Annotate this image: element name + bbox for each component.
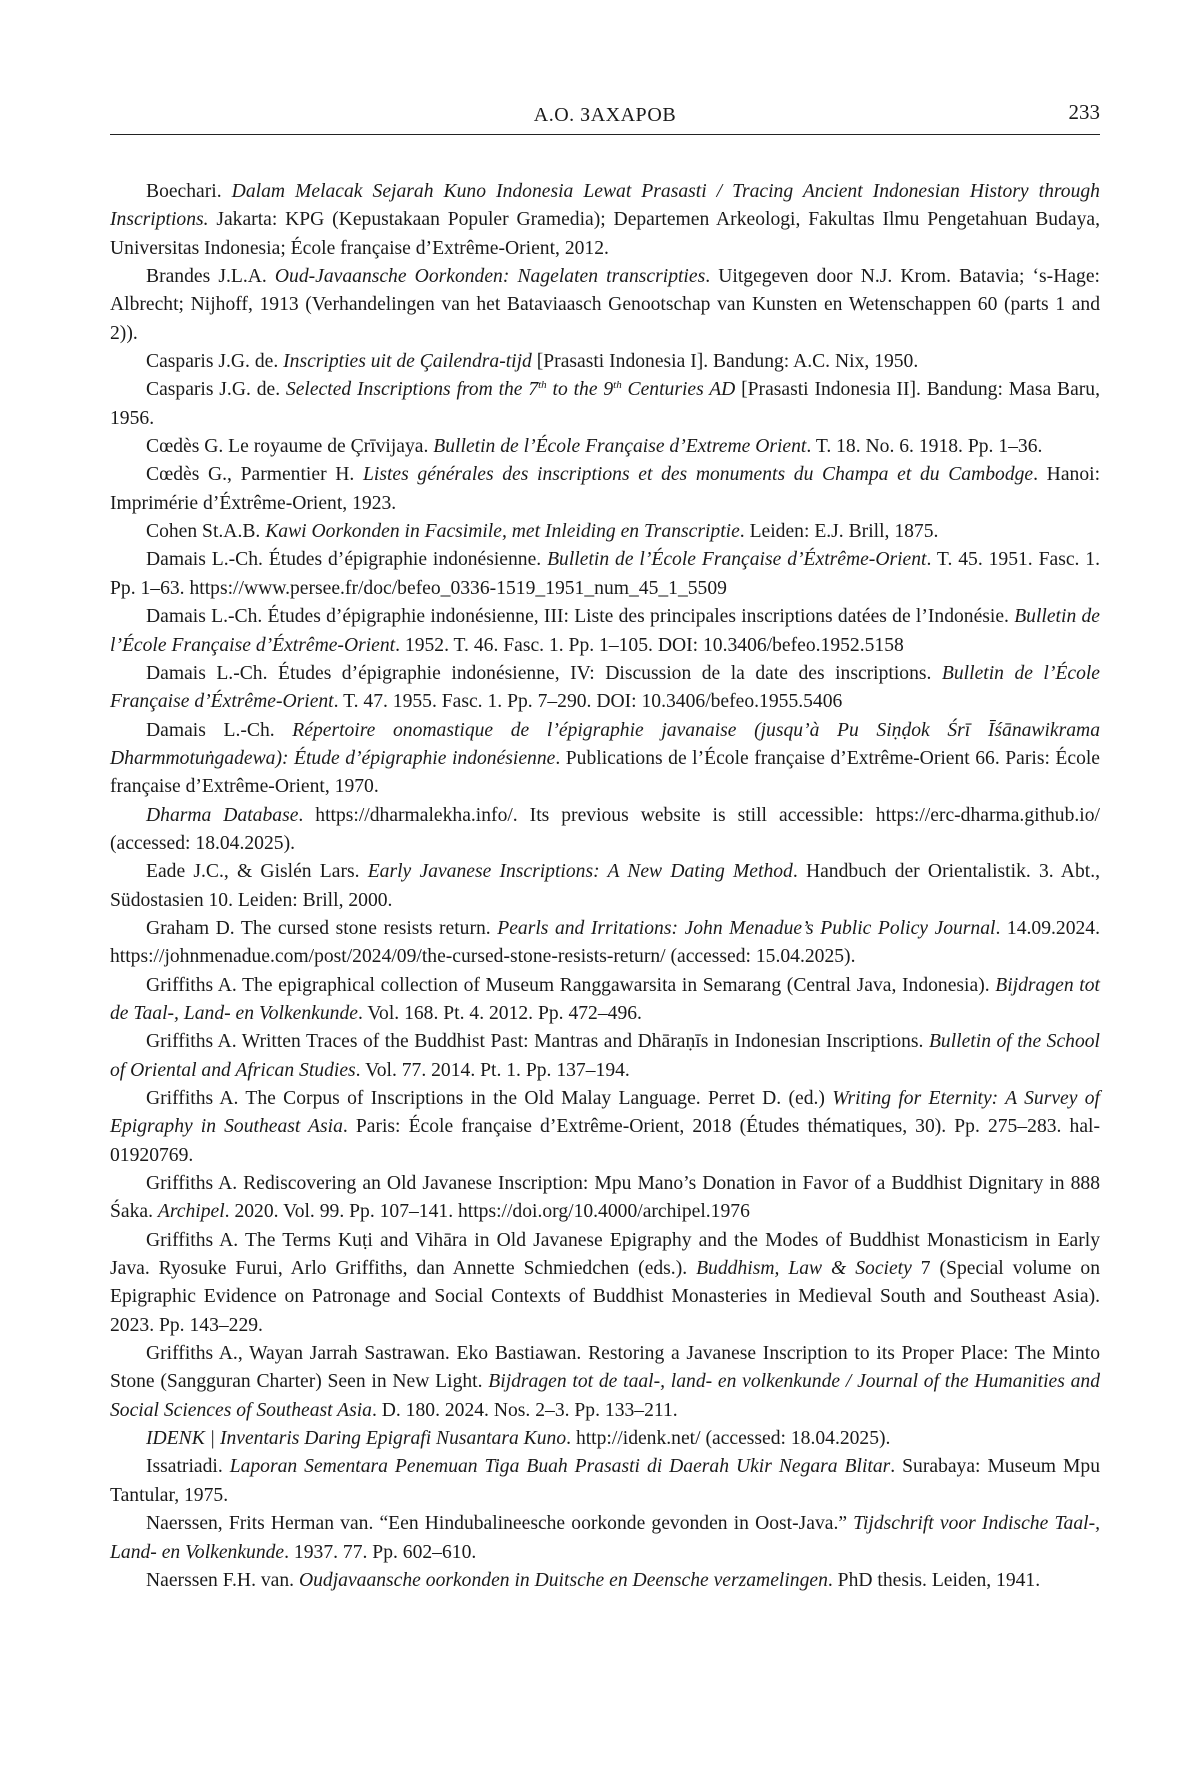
reference-list xyxy=(110,178,1100,1595)
reference-entry xyxy=(110,433,1100,461)
reference-entry xyxy=(110,518,1100,546)
reference-entry xyxy=(110,603,1100,660)
reference-italic-text: Tijdschrift voor Indische Taal-, Land- en Volkenkunde xyxy=(110,1513,1100,1562)
reference-text: [Prasasti Indonesia II]. Bandung: Masa Baru, 1956. xyxy=(110,379,1100,428)
reference-text: . Publications de l’École française d’Extrême-Orient 66. Paris: École française d’Extrême-Orient, 1970. xyxy=(110,748,1100,797)
reference-entry xyxy=(110,263,1100,348)
reference-entry xyxy=(110,1340,1100,1425)
reference-text: 7 (Special volume on Epigraphic Evidence on Patronage and Social Contexts of Buddhist Monasteries in Medieval South and Southeast Asia). 2023. Pp. 143–229. xyxy=(110,1258,1100,1336)
reference-entry xyxy=(110,1170,1100,1227)
reference-entry xyxy=(110,546,1100,603)
reference-italic-text: Répertoire onomastique de l’épigraphie javanaise (jusqu’à Pu Siṇḍok Śrī Īśānawikrama Dharmmotuṅgadewa): Étude d’épigraphie indonésienne xyxy=(110,720,1100,769)
reference-italic-text: to the 9 xyxy=(547,379,613,400)
reference-text: . Surabaya: Museum Mpu Tantular, 1975. xyxy=(110,1456,1100,1505)
reference-text: Casparis J.G. de. xyxy=(146,379,286,400)
reference-text: Casparis J.G. de. xyxy=(146,351,283,372)
reference-text: . D. 180. 2024. Nos. 2–3. Pp. 133–211. xyxy=(372,1400,678,1421)
reference-text: [Prasasti Indonesia I]. Bandung: A.C. Nix, 1950. xyxy=(532,351,918,372)
reference-text: . Hanoi: Imprimérie d’Éxtrême-Orient, 1923. xyxy=(110,464,1100,513)
reference-text: Naerssen, Frits Herman van. “Een Hindubalineesche oorkonde gevonden in Oost-Java.” xyxy=(146,1513,853,1534)
reference-entry xyxy=(110,1510,1100,1567)
reference-text: . T. 47. 1955. Fasc. 1. Pp. 7–290. DOI: 10.3406/befeo.1955.5406 xyxy=(334,691,843,712)
reference-entry xyxy=(110,1085,1100,1170)
reference-italic-text: Writing for Eternity: A Survey of Epigraphy in Southeast Asia xyxy=(110,1088,1100,1137)
reference-italic-text: Centuries AD xyxy=(622,379,736,400)
reference-italic-text: th xyxy=(613,379,622,391)
reference-text: Damais L.-Ch. Études d’épigraphie indonésienne. xyxy=(146,549,547,570)
reference-text: Cohen St.A.B. xyxy=(146,521,265,542)
reference-italic-text: Laporan Sementara Penemuan Tiga Buah Prasasti di Daerah Ukir Negara Blitar xyxy=(230,1456,891,1477)
reference-text: Damais L.-Ch. Études d’épigraphie indonésienne, III: Liste des principales inscriptions datées de l’Indonésie. xyxy=(146,606,1014,627)
reference-entry xyxy=(110,717,1100,802)
reference-entry xyxy=(110,972,1100,1029)
reference-italic-text: Oudjavaansche oorkonden in Duitsche en Deensche verzamelingen xyxy=(299,1570,828,1591)
reference-entry xyxy=(110,1028,1100,1085)
reference-italic-text: Bulletin of the School of Oriental and African Studies xyxy=(110,1031,1100,1080)
reference-text: Graham D. The cursed stone resists return. xyxy=(146,918,497,939)
reference-italic-text: Bijdragen tot de taal-, land- en volkenkunde / Journal of the Humanities and Social Sciences of Southeast Asia xyxy=(110,1371,1100,1420)
reference-entry xyxy=(110,802,1100,859)
reference-entry xyxy=(110,1425,1100,1453)
reference-text: . T. 45. 1951. Fasc. 1. Pp. 1–63. https://www.persee.fr/doc/befeo_0336-1519_1951_num_45_1_5509 xyxy=(110,549,1100,598)
reference-entry xyxy=(110,461,1100,518)
reference-text: . Uitgegeven door N.J. Krom. Batavia; ‘s-Hage: Albrecht; Nijhoff, 1913 (Verhandelingen van het Bataviaasch Genootschap van Kunsten en Wetenschappen 60 (parts 1 and 2)). xyxy=(110,266,1100,344)
reference-entry xyxy=(110,915,1100,972)
header-author: А.О. ЗАХАРОВ xyxy=(110,104,1100,127)
reference-text: Eade J.C., & Gislén Lars. xyxy=(146,861,368,882)
reference-text: Griffiths A., Wayan Jarrah Sastrawan. Eko Bastiawan. Restoring a Javanese Inscription to its Proper Place: The Minto Stone (Sangguran Charter) Seen in New Light. xyxy=(110,1343,1100,1392)
reference-entry xyxy=(110,376,1100,433)
reference-text: Cœdès G. Le royaume de Çrīvijaya. xyxy=(146,436,433,457)
reference-text: Brandes J.L.A. xyxy=(146,266,275,287)
reference-italic-text: Bulletin de l’École Française d’Éxtrême-Orient xyxy=(547,549,926,570)
reference-italic-text: IDENK | Inventaris Daring Epigrafi Nusantara Kuno xyxy=(146,1428,566,1449)
reference-italic-text: Oud-Javaansche Oorkonden: Nagelaten transcripties xyxy=(275,266,705,287)
reference-text: Damais L.-Ch. Études d’épigraphie indonésienne, IV: Discussion de la date des inscriptions. xyxy=(146,663,942,684)
reference-entry xyxy=(110,1227,1100,1340)
reference-text: . 2020. Vol. 99. Pp. 107–141. https://doi.org/10.4000/archipel.1976 xyxy=(225,1201,750,1222)
reference-text: Cœdès G., Parmentier H. xyxy=(146,464,363,485)
reference-text: . Handbuch der Orientalistik. 3. Abt., Südostasien 10. Leiden: Brill, 2000. xyxy=(110,861,1100,910)
reference-text: . Leiden: E.J. Brill, 1875. xyxy=(740,521,939,542)
reference-text: Griffiths A. The epigraphical collection of Museum Ranggawarsita in Semarang (Central Java, Indonesia). xyxy=(146,975,995,996)
reference-italic-text: Early Javanese Inscriptions: A New Dating Method xyxy=(368,861,793,882)
reference-text: . https://dharmalekha.info/. Its previous website is still accessible: https://erc-dharma.github.io/ (accessed: 18.04.2025). xyxy=(110,805,1100,854)
reference-entry xyxy=(110,1567,1100,1595)
reference-text: . T. 18. No. 6. 1918. Pp. 1–36. xyxy=(806,436,1042,457)
reference-text: . 14.09.2024. https://johnmenadue.com/post/2024/09/the-cursed-stone-resists-return/ (accessed: 15.04.2025). xyxy=(110,918,1100,967)
reference-italic-text: Dharma Database xyxy=(146,805,298,826)
reference-italic-text: Kawi Oorkonden in Facsimile, met Inleiding en Transcriptie xyxy=(265,521,740,542)
reference-italic-text: Pearls and Irritations: John Menadue’s Public Policy Journal xyxy=(497,918,995,939)
reference-italic-text: Bulletin de l’École Française d’Éxtrême-Orient xyxy=(110,606,1100,655)
reference-italic-text: Dalam Melacak Sejarah Kuno Indonesia Lewat Prasasti / Tracing Ancient Indonesian History through Inscriptions. xyxy=(110,181,1100,230)
reference-text: Damais L.-Ch. xyxy=(146,720,292,741)
reference-text: Jakarta: KPG (Kepustakaan Populer Gramedia); Departemen Arkeologi, Fakultas Ilmu Pengetahuan Budaya, Universitas Indonesia; École française d’Extrême-Orient, 2012. xyxy=(110,209,1100,258)
reference-text: . http://idenk.net/ (accessed: 18.04.2025). xyxy=(566,1428,890,1449)
reference-italic-text: Listes générales des inscriptions et des monuments du Champa et du Cambodge xyxy=(363,464,1033,485)
reference-italic-text: Bulletin de l’École Française d’Éxtrême-Orient xyxy=(110,663,1100,712)
reference-entry xyxy=(110,1453,1100,1510)
reference-text: . Vol. 168. Pt. 4. 2012. Pp. 472–496. xyxy=(358,1003,642,1024)
reference-text: Naerssen F.H. van. xyxy=(146,1570,299,1591)
reference-entry xyxy=(110,348,1100,376)
reference-italic-text: th xyxy=(538,379,547,391)
reference-italic-text: Inscripties uit de Çailendra-tijd xyxy=(283,351,532,372)
reference-text: Boechari. xyxy=(146,181,232,202)
reference-text: Griffiths A. Written Traces of the Buddhist Past: Mantras and Dhāraṇīs in Indonesian Inscriptions. xyxy=(146,1031,929,1052)
reference-italic-text: Selected Inscriptions from the 7 xyxy=(286,379,538,400)
reference-italic-text: Archipel xyxy=(158,1201,225,1222)
reference-text: Issatriadi. xyxy=(146,1456,230,1477)
reference-text: . Paris: École française d’Extrême-Orient, 2018 (Études thématiques, 30). Pp. 275–283. hal-01920769. xyxy=(110,1116,1100,1165)
reference-entry xyxy=(110,858,1100,915)
reference-text: Griffiths A. The Terms Kuṭi and Vihāra in Old Javanese Epigraphy and the Modes of Buddhist Monasticism in Early Java. Ryosuke Furui, Arlo Griffiths, dan Annette Schmiedchen (eds.). xyxy=(110,1230,1100,1279)
reference-italic-text: Buddhism, Law & Society xyxy=(696,1258,912,1279)
page-number: 233 xyxy=(1069,100,1101,125)
reference-italic-text: Bijdragen tot de Taal-, Land- en Volkenkunde xyxy=(110,975,1100,1024)
reference-text: . 1937. 77. Pp. 602–610. xyxy=(284,1542,476,1563)
running-header xyxy=(110,98,1100,135)
reference-text: . 1952. T. 46. Fasc. 1. Pp. 1–105. DOI: 10.3406/befeo.1952.5158 xyxy=(395,635,904,656)
reference-entry xyxy=(110,178,1100,263)
reference-text: Griffiths A. The Corpus of Inscriptions in the Old Malay Language. Perret D. (ed.) xyxy=(146,1088,832,1109)
reference-text: . Vol. 77. 2014. Pt. 1. Pp. 137–194. xyxy=(356,1060,630,1081)
reference-text: Griffiths A. Rediscovering an Old Javanese Inscription: Mpu Mano’s Donation in Favor of a Buddhist Dignitary in 888 Śaka. xyxy=(110,1173,1100,1222)
reference-italic-text: Bulletin de l’École Française d’Extreme Orient xyxy=(433,436,806,457)
reference-entry xyxy=(110,660,1100,717)
reference-text: . PhD thesis. Leiden, 1941. xyxy=(828,1570,1040,1591)
